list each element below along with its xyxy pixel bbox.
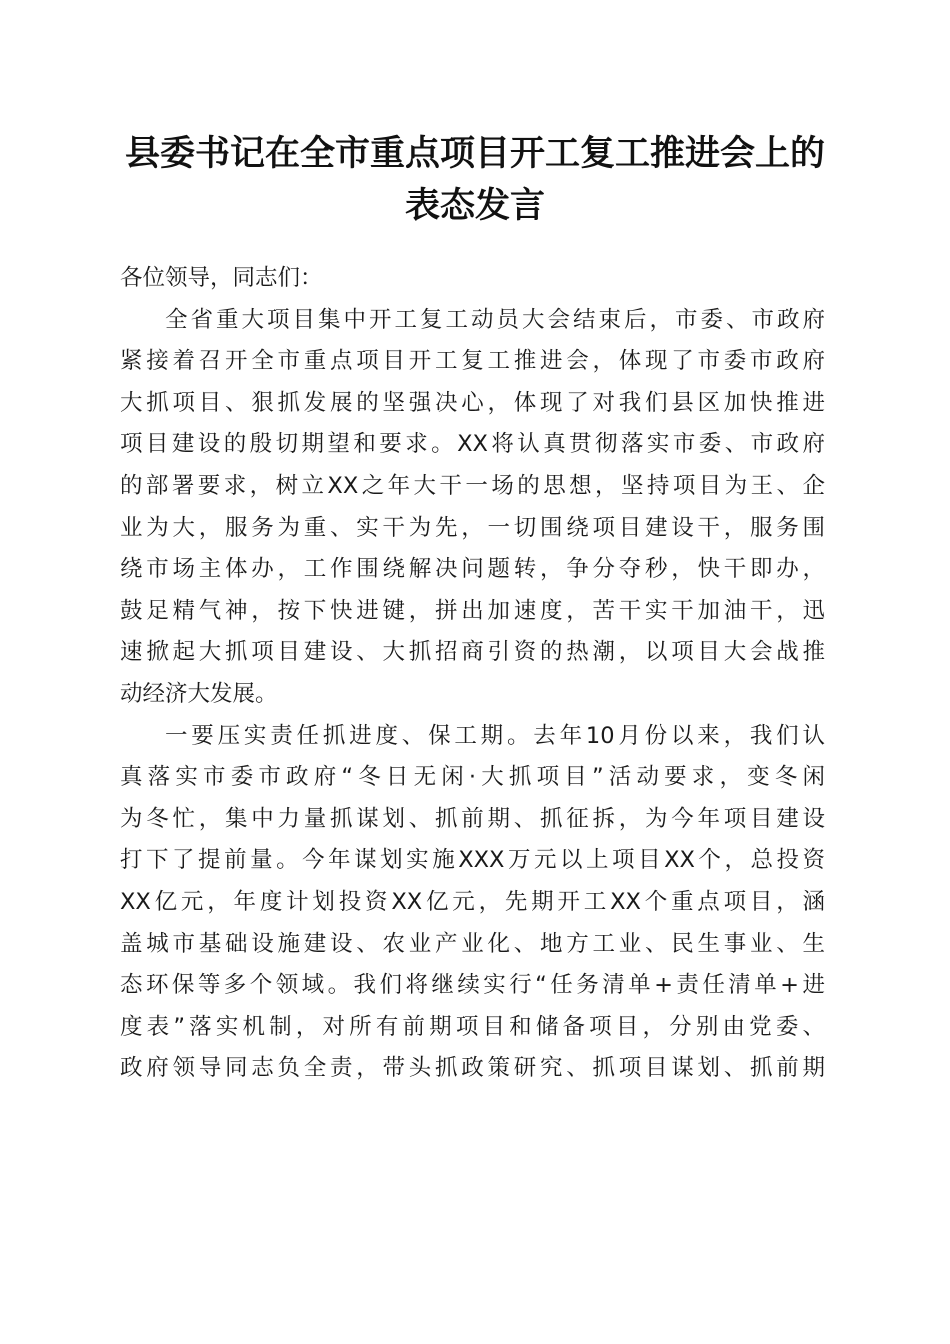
paragraph-2 xyxy=(120,716,825,1090)
paragraph-line: XX亿元，年度计划投资XX亿元，先期开工XX个重点项目，涵 xyxy=(120,888,825,915)
paragraph-line: 绕市场主体办，工作围绕解决问题转，争分夺秒，快干即办， xyxy=(120,556,825,583)
salutation: 各位领导，同志们： xyxy=(120,265,323,291)
paragraph-line: 鼓足精气神，按下快进键，拼出加速度，苦干实干加油干，迅 xyxy=(120,597,825,624)
paragraph-line: 态环保等多个领域。我们将继续实行“任务清单+责任清单+进 xyxy=(120,972,825,999)
paragraph-line: 速掀起大抓项目建设、大抓招商引资的热潮，以项目大会战推 xyxy=(120,639,825,666)
paragraph-line: 全省重大项目集中开工复工动员大会结束后，市委、市政府 xyxy=(165,306,825,333)
paragraph-line: 紧接着召开全市重点项目开工复工推进会，体现了市委市政府 xyxy=(120,348,825,375)
title-line-2: 表态发言 xyxy=(404,185,545,226)
paragraph-line: 项目建设的殷切期望和要求。XX将认真贯彻落实市委、市政府 xyxy=(120,431,825,458)
paragraph-line: 真落实市委市政府“冬日无闲·大抓项目”活动要求，变冬闲 xyxy=(120,764,825,791)
paragraph-line: 大抓项目、狠抓发展的坚强决心，体现了对我们县区加快推进 xyxy=(120,389,825,416)
title-line-1: 县委书记在全市重点项目开工复工推进会上的 xyxy=(124,133,825,174)
paragraph-line: 度表”落实机制，对所有前期项目和储备项目，分别由党委、 xyxy=(120,1013,825,1040)
paragraph-line: 动经济大发展。 xyxy=(120,680,278,707)
document-title xyxy=(100,128,850,232)
document-body xyxy=(120,258,825,1090)
paragraph-line: 一要压实责任抓进度、保工期。去年10月份以来，我们认 xyxy=(165,722,825,749)
paragraph-line: 打下了提前量。今年谋划实施XXX万元以上项目XX个，总投资 xyxy=(120,847,825,874)
paragraph-line: 业为大，服务为重、实干为先，一切围绕项目建设干，服务围 xyxy=(120,514,825,541)
paragraph-line: 盖城市基础设施建设、农业产业化、地方工业、民生事业、生 xyxy=(120,930,825,957)
paragraph-line: 政府领导同志负全责，带头抓政策研究、抓项目谋划、抓前期 xyxy=(120,1055,825,1082)
paragraph-line: 的部署要求，树立XX之年大干一场的思想，坚持项目为王、企 xyxy=(120,472,825,499)
paragraph-line: 为冬忙，集中力量抓谋划、抓前期、抓征拆，为今年项目建设 xyxy=(120,805,825,832)
paragraph-1 xyxy=(120,300,825,716)
